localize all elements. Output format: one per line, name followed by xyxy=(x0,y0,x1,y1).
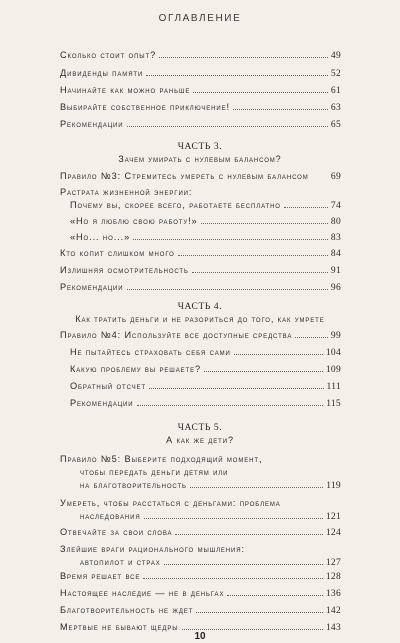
toc-entry xyxy=(70,199,341,213)
toc-leader xyxy=(146,68,328,76)
toc-leader xyxy=(137,398,324,406)
toc-entry-page: 128 xyxy=(325,572,341,582)
part-title: ЧАСТЬ 3. xyxy=(177,142,223,152)
toc-rule-entry xyxy=(60,170,341,184)
toc-leader xyxy=(127,282,328,290)
toc-rule-entry xyxy=(60,329,341,343)
toc-entry-title: Злейшие враги рационального мышления: xyxy=(60,544,245,554)
toc-entry xyxy=(60,264,341,278)
toc-leader xyxy=(159,50,328,58)
toc-entry xyxy=(60,587,341,601)
toc-entry xyxy=(60,570,341,584)
toc-entry-title: «Но... но...» xyxy=(70,232,131,242)
toc-entry-title: Рекомендации xyxy=(60,282,124,292)
toc-entry xyxy=(60,101,341,115)
toc-entry-page: 52 xyxy=(330,69,341,79)
toc-leader xyxy=(133,232,328,240)
toc-entry-page: 127 xyxy=(325,558,341,568)
toc-entry xyxy=(80,479,341,493)
toc-entry-title: Рекомендации xyxy=(70,398,134,408)
toc-entry xyxy=(70,397,341,411)
part-subtitle: Как тратить деньги и не разориться до того, как умрете xyxy=(75,314,325,324)
toc-leader xyxy=(143,571,323,579)
toc-entry xyxy=(60,281,341,295)
toc-leader xyxy=(284,200,328,208)
toc-leader xyxy=(144,511,323,519)
toc-entry-page: 124 xyxy=(325,528,341,538)
toc-entry xyxy=(70,215,341,229)
toc-entry-page: 142 xyxy=(325,606,341,616)
toc-leader xyxy=(312,172,328,179)
toc-entry-title: Настоящее наследие — не в деньгах xyxy=(60,588,225,598)
toc-entry-page: 119 xyxy=(326,481,341,491)
part-heading xyxy=(0,422,400,446)
toc-entry-title: Не пытайтесь страховать себя сами xyxy=(70,347,231,357)
toc-entry-title: Отвечайте за свои слова xyxy=(60,527,173,537)
toc-entry-page: 65 xyxy=(330,120,341,130)
toc-entry-subtitle: Почему вы, скорее всего, работаете бесплатно xyxy=(70,200,281,210)
toc-entry xyxy=(60,526,341,540)
part-heading xyxy=(0,301,400,325)
toc-entry xyxy=(70,363,341,377)
part-title: ЧАСТЬ 4. xyxy=(177,302,223,312)
toc-entry-title: Правило №5: Выберите подходящий момент, xyxy=(60,454,263,464)
toc-leader xyxy=(193,85,328,93)
toc-leader xyxy=(182,622,323,630)
toc-leader xyxy=(204,364,323,372)
toc-leader xyxy=(149,381,324,389)
toc-entry-title: Рекомендации xyxy=(60,119,124,129)
toc-entry-page: 63 xyxy=(330,103,341,113)
toc-entry-title: Обратный отсчет xyxy=(70,381,147,391)
toc-leader xyxy=(295,330,328,338)
toc-leader xyxy=(192,265,328,273)
toc-leader xyxy=(234,347,323,355)
toc-entry-page: 115 xyxy=(326,399,341,409)
toc-entry xyxy=(60,84,341,98)
toc-entry xyxy=(70,231,341,245)
part-subtitle: Зачем умирать с нулевым балансом? xyxy=(118,154,282,164)
toc-entry-title: Мертвые не бывают щедры xyxy=(60,622,179,632)
toc-entry-title-cont: на благотворительность xyxy=(80,480,187,490)
toc-entry xyxy=(80,556,341,570)
toc-entry-title: Умереть, чтобы расстаться с деньгами: проблема xyxy=(60,498,281,508)
toc-entry-page: 80 xyxy=(330,217,341,227)
toc-entry xyxy=(70,380,341,394)
toc-entry-page: 69 xyxy=(330,172,341,182)
toc-entry-title: Сколько стоит опыт? xyxy=(60,50,157,60)
toc-leader xyxy=(201,216,328,224)
toc-entry-title: Растрата жизненной энергии: xyxy=(60,187,193,197)
toc-entry-title-cont: наследования xyxy=(80,511,141,521)
toc-entry-title: Правило №3: Стремитесь умереть с нулевым балансом xyxy=(60,171,309,181)
toc-entry-page: 143 xyxy=(325,623,341,633)
toc-entry-page: 61 xyxy=(330,86,341,96)
toc-entry-title: Какую проблему вы решаете? xyxy=(70,364,201,374)
toc-entry-title: Начинайте как можно раньше xyxy=(60,85,191,95)
toc-leader xyxy=(127,119,328,127)
toc-leader xyxy=(175,527,322,535)
toc-leader xyxy=(233,102,328,110)
toc-entry-title: «Но я люблю свою работу!» xyxy=(70,216,198,226)
toc-entry-page: 84 xyxy=(330,249,341,259)
toc-entry-title: Излишняя осмотрительность xyxy=(60,265,189,275)
toc-entry xyxy=(70,346,341,360)
toc-entry-page: 96 xyxy=(330,283,341,293)
part-title: ЧАСТЬ 5. xyxy=(177,423,223,433)
toc-entry xyxy=(80,510,341,524)
toc-entry-page: 104 xyxy=(325,348,341,358)
toc-entry-page: 91 xyxy=(330,266,341,276)
toc-entry-title-cont: чтобы передать деньги детям или xyxy=(80,467,229,477)
toc-leader xyxy=(227,588,322,596)
toc-entry-title: Благотворительность не ждет xyxy=(60,605,194,615)
toc-entry-title: Выбирайте собственное приключение! xyxy=(60,102,230,112)
toc-entry xyxy=(60,604,341,618)
toc-entry-page: 49 xyxy=(330,51,341,61)
toc-entry-page: 83 xyxy=(330,233,341,243)
toc-entry-title: Кто копит слишком много xyxy=(60,248,175,258)
toc-leader xyxy=(178,248,328,256)
page-number: 10 xyxy=(194,631,206,642)
toc-leader xyxy=(196,605,323,613)
toc-leader xyxy=(190,480,323,488)
toc-entry-title-cont: автопилот и страх xyxy=(80,557,161,567)
toc-entry xyxy=(60,49,341,63)
toc-entry xyxy=(60,118,341,132)
toc-entry-page: 136 xyxy=(325,589,341,599)
toc-entry-page: 111 xyxy=(326,382,341,392)
part-heading xyxy=(0,141,400,165)
page-header: ОГЛАВЛЕНИЕ xyxy=(158,13,242,24)
toc-entry-page: 109 xyxy=(325,365,341,375)
toc-entry xyxy=(60,67,341,81)
toc-entry-page: 121 xyxy=(325,512,341,522)
toc-entry xyxy=(60,247,341,261)
part-subtitle: А как же дети? xyxy=(166,435,234,445)
toc-leader xyxy=(164,557,323,565)
toc-entry-page: 99 xyxy=(330,331,341,341)
toc-entry-title: Время решает все xyxy=(60,571,141,581)
toc-entry-title: Дивиденды памяти xyxy=(60,68,144,78)
toc-entry-page: 74 xyxy=(330,201,341,211)
toc-entry-title: Правило №4: Используйте все доступные средства xyxy=(60,330,293,340)
